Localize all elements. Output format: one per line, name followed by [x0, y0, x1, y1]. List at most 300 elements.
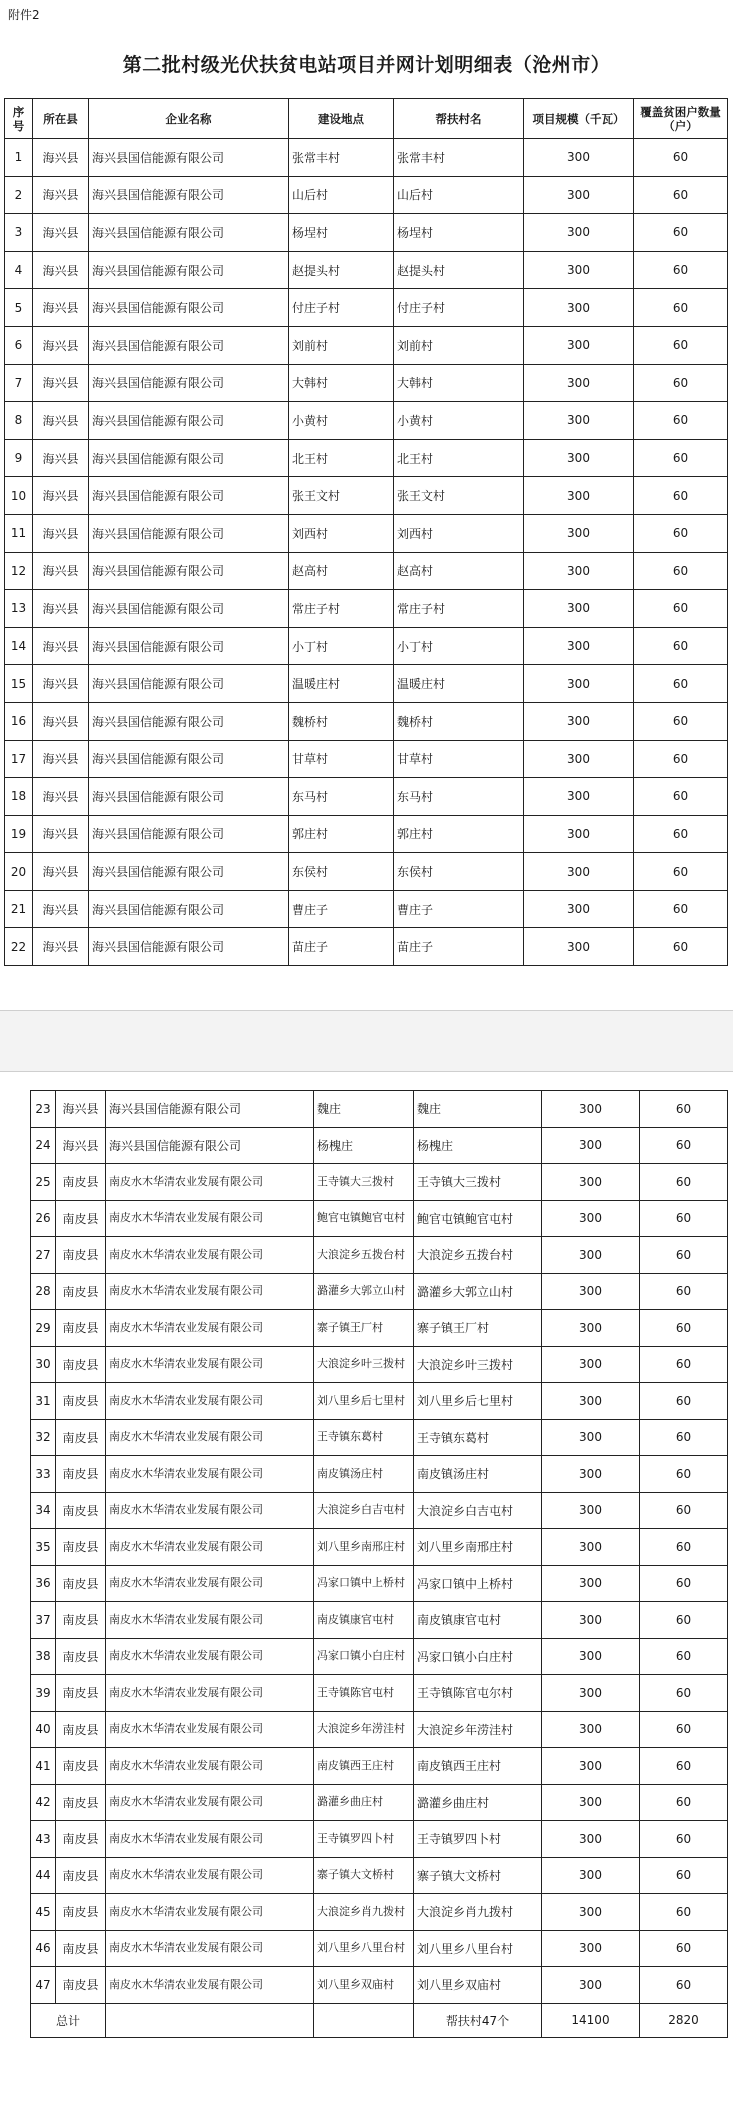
row-company: 海兴县国信能源有限公司 — [89, 439, 289, 477]
row-no: 32 — [31, 1419, 56, 1456]
header-no: 序号 — [5, 99, 33, 139]
row-company: 海兴县国信能源有限公司 — [89, 890, 289, 928]
row-village: 大浪淀乡白吉屯村 — [414, 1492, 542, 1529]
row-county: 南皮县 — [56, 1930, 106, 1967]
row-county: 海兴县 — [33, 439, 89, 477]
total-company-cell — [106, 2003, 314, 2037]
row-village: 南皮镇西王庄村 — [414, 1748, 542, 1785]
row-households: 60 — [634, 590, 728, 628]
row-no: 28 — [31, 1273, 56, 1310]
row-site: 大浪淀乡叶三拨村 — [314, 1346, 414, 1383]
row-site: 南皮镇西王庄村 — [314, 1748, 414, 1785]
row-county: 海兴县 — [33, 214, 89, 252]
row-site: 刘西村 — [289, 514, 394, 552]
row-village: 南皮镇康官屯村 — [414, 1602, 542, 1639]
row-company: 海兴县国信能源有限公司 — [89, 853, 289, 891]
row-scale: 300 — [524, 702, 634, 740]
row-company: 海兴县国信能源有限公司 — [89, 702, 289, 740]
row-county: 南皮县 — [56, 1200, 106, 1237]
row-households: 60 — [640, 1857, 728, 1894]
row-households: 60 — [634, 890, 728, 928]
row-site: 小丁村 — [289, 627, 394, 665]
row-company: 海兴县国信能源有限公司 — [89, 139, 289, 177]
row-county: 南皮县 — [56, 1237, 106, 1274]
row-households: 60 — [634, 928, 728, 966]
row-households: 60 — [640, 1237, 728, 1274]
row-company: 南皮水木华清农业发展有限公司 — [106, 1456, 314, 1493]
row-county: 南皮县 — [56, 1273, 106, 1310]
row-site: 曹庄子 — [289, 890, 394, 928]
row-no: 31 — [31, 1383, 56, 1420]
row-households: 60 — [634, 815, 728, 853]
row-company: 海兴县国信能源有限公司 — [89, 665, 289, 703]
header-site: 建设地点 — [289, 99, 394, 139]
row-village: 付庄子村 — [394, 289, 524, 327]
row-households: 60 — [634, 326, 728, 364]
row-no: 16 — [5, 702, 33, 740]
row-no: 10 — [5, 477, 33, 515]
table-row — [5, 402, 728, 440]
row-site: 小黄村 — [289, 402, 394, 440]
row-households: 60 — [634, 627, 728, 665]
table-row — [31, 1857, 728, 1894]
table-row — [5, 439, 728, 477]
row-county: 海兴县 — [33, 702, 89, 740]
row-households: 60 — [634, 251, 728, 289]
row-company: 南皮水木华清农业发展有限公司 — [106, 1784, 314, 1821]
table-row — [31, 1492, 728, 1529]
row-village: 曹庄子 — [394, 890, 524, 928]
row-county: 南皮县 — [56, 1894, 106, 1931]
row-village: 魏庄 — [414, 1091, 542, 1128]
row-scale: 300 — [524, 853, 634, 891]
row-company: 海兴县国信能源有限公司 — [89, 778, 289, 816]
row-households: 60 — [634, 214, 728, 252]
row-no: 42 — [31, 1784, 56, 1821]
table-row — [31, 1383, 728, 1420]
row-village: 潞灌乡曲庄村 — [414, 1784, 542, 1821]
row-scale: 300 — [542, 1967, 640, 2004]
row-county: 南皮县 — [56, 1748, 106, 1785]
row-village: 刘前村 — [394, 326, 524, 364]
row-scale: 300 — [542, 1565, 640, 1602]
row-no: 13 — [5, 590, 33, 628]
row-scale: 300 — [542, 1930, 640, 1967]
row-scale: 300 — [542, 1602, 640, 1639]
row-scale: 300 — [542, 1310, 640, 1347]
row-company: 海兴县国信能源有限公司 — [106, 1127, 314, 1164]
row-county: 南皮县 — [56, 1821, 106, 1858]
row-households: 60 — [640, 1675, 728, 1712]
row-site: 刘八里乡后七里村 — [314, 1383, 414, 1420]
table-row — [5, 176, 728, 214]
row-site: 苗庄子 — [289, 928, 394, 966]
row-company: 海兴县国信能源有限公司 — [89, 627, 289, 665]
row-company: 海兴县国信能源有限公司 — [89, 214, 289, 252]
table-row — [5, 665, 728, 703]
table-row — [5, 702, 728, 740]
table-row — [5, 326, 728, 364]
row-county: 南皮县 — [56, 1638, 106, 1675]
row-scale: 300 — [524, 364, 634, 402]
row-households: 60 — [640, 1638, 728, 1675]
row-scale: 300 — [542, 1711, 640, 1748]
table-row — [5, 627, 728, 665]
row-village: 东侯村 — [394, 853, 524, 891]
table-row — [31, 1675, 728, 1712]
row-no: 44 — [31, 1857, 56, 1894]
row-company: 海兴县国信能源有限公司 — [89, 176, 289, 214]
row-site: 东侯村 — [289, 853, 394, 891]
row-households: 60 — [634, 139, 728, 177]
row-village: 刘西村 — [394, 514, 524, 552]
row-site: 大浪淀乡肖九拨村 — [314, 1894, 414, 1931]
table-row — [5, 477, 728, 515]
row-village: 大浪淀乡年涝洼村 — [414, 1711, 542, 1748]
row-no: 36 — [31, 1565, 56, 1602]
table-row — [31, 1237, 728, 1274]
row-village: 小丁村 — [394, 627, 524, 665]
row-site: 刘前村 — [289, 326, 394, 364]
row-households: 60 — [634, 552, 728, 590]
row-village: 赵高村 — [394, 552, 524, 590]
row-site: 付庄子村 — [289, 289, 394, 327]
row-no: 9 — [5, 439, 33, 477]
row-households: 60 — [634, 176, 728, 214]
row-households: 60 — [640, 1602, 728, 1639]
row-households: 60 — [640, 1456, 728, 1493]
table-row — [5, 590, 728, 628]
row-households: 60 — [634, 665, 728, 703]
row-village: 刘八里乡南邢庄村 — [414, 1529, 542, 1566]
row-no: 24 — [31, 1127, 56, 1164]
row-village: 杨埕村 — [394, 214, 524, 252]
row-scale: 300 — [542, 1894, 640, 1931]
row-scale: 300 — [524, 214, 634, 252]
row-village: 王寺镇大三拨村 — [414, 1164, 542, 1201]
row-village: 大浪淀乡叶三拨村 — [414, 1346, 542, 1383]
table-row — [5, 890, 728, 928]
row-site: 潞灌乡大郭立山村 — [314, 1273, 414, 1310]
table-row — [5, 853, 728, 891]
table-row — [31, 1091, 728, 1128]
row-no: 14 — [5, 627, 33, 665]
row-county: 南皮县 — [56, 1711, 106, 1748]
row-scale: 300 — [542, 1748, 640, 1785]
header-county: 所在县 — [33, 99, 89, 139]
row-no: 19 — [5, 815, 33, 853]
row-scale: 300 — [524, 890, 634, 928]
row-no: 5 — [5, 289, 33, 327]
row-scale: 300 — [542, 1091, 640, 1128]
total-villages: 帮扶村47个 — [414, 2003, 542, 2037]
row-scale: 300 — [524, 251, 634, 289]
row-no: 40 — [31, 1711, 56, 1748]
row-county: 南皮县 — [56, 1419, 106, 1456]
row-county: 海兴县 — [33, 590, 89, 628]
row-households: 60 — [634, 740, 728, 778]
row-site: 山后村 — [289, 176, 394, 214]
row-county: 海兴县 — [33, 853, 89, 891]
table-row — [31, 1602, 728, 1639]
row-county: 海兴县 — [33, 289, 89, 327]
row-company: 南皮水木华清农业发展有限公司 — [106, 1638, 314, 1675]
row-county: 海兴县 — [33, 514, 89, 552]
row-site: 东马村 — [289, 778, 394, 816]
row-scale: 300 — [524, 477, 634, 515]
row-company: 海兴县国信能源有限公司 — [89, 251, 289, 289]
table-row — [31, 1894, 728, 1931]
row-scale: 300 — [524, 139, 634, 177]
row-scale: 300 — [524, 514, 634, 552]
row-site: 冯家口镇小白庄村 — [314, 1638, 414, 1675]
row-scale: 300 — [524, 627, 634, 665]
row-households: 60 — [640, 1711, 728, 1748]
row-county: 南皮县 — [56, 1164, 106, 1201]
row-households: 60 — [640, 1529, 728, 1566]
row-village: 寨子镇大文桥村 — [414, 1857, 542, 1894]
table-row — [5, 251, 728, 289]
document-title: 第二批村级光伏扶贫电站项目并网计划明细表（沧州市） — [122, 54, 611, 76]
row-site: 魏桥村 — [289, 702, 394, 740]
row-village: 冯家口镇小白庄村 — [414, 1638, 542, 1675]
row-households: 60 — [640, 1784, 728, 1821]
row-households: 60 — [640, 1310, 728, 1347]
row-no: 33 — [31, 1456, 56, 1493]
row-county: 海兴县 — [33, 778, 89, 816]
table-row — [31, 1930, 728, 1967]
row-scale: 300 — [542, 1383, 640, 1420]
row-county: 海兴县 — [33, 139, 89, 177]
table-row — [31, 1565, 728, 1602]
row-county: 南皮县 — [56, 1310, 106, 1347]
row-village: 温暖庄村 — [394, 665, 524, 703]
row-village: 潞灌乡大郭立山村 — [414, 1273, 542, 1310]
table-row — [31, 1529, 728, 1566]
row-households: 60 — [640, 1492, 728, 1529]
row-village: 常庄子村 — [394, 590, 524, 628]
row-company: 南皮水木华清农业发展有限公司 — [106, 1200, 314, 1237]
row-scale: 300 — [524, 815, 634, 853]
row-county: 海兴县 — [33, 477, 89, 515]
row-households: 60 — [634, 702, 728, 740]
row-village: 东马村 — [394, 778, 524, 816]
row-company: 海兴县国信能源有限公司 — [89, 815, 289, 853]
row-households: 60 — [640, 1164, 728, 1201]
row-households: 60 — [640, 1346, 728, 1383]
row-county: 海兴县 — [33, 176, 89, 214]
row-village: 大韩村 — [394, 364, 524, 402]
row-no: 18 — [5, 778, 33, 816]
row-county: 海兴县 — [33, 740, 89, 778]
row-households: 60 — [640, 1419, 728, 1456]
row-company: 南皮水木华清农业发展有限公司 — [106, 1310, 314, 1347]
row-no: 30 — [31, 1346, 56, 1383]
row-site: 南皮镇康官屯村 — [314, 1602, 414, 1639]
row-scale: 300 — [542, 1675, 640, 1712]
row-households: 60 — [640, 1748, 728, 1785]
row-scale: 300 — [542, 1857, 640, 1894]
row-village: 张王文村 — [394, 477, 524, 515]
table-row — [31, 1711, 728, 1748]
row-scale: 300 — [524, 928, 634, 966]
row-village: 赵提头村 — [394, 251, 524, 289]
total-label: 总计 — [31, 2003, 106, 2037]
row-site: 南皮镇汤庄村 — [314, 1456, 414, 1493]
row-company: 海兴县国信能源有限公司 — [89, 326, 289, 364]
table-row — [31, 1967, 728, 2004]
row-village: 刘八里乡八里台村 — [414, 1930, 542, 1967]
row-company: 海兴县国信能源有限公司 — [89, 402, 289, 440]
row-scale: 300 — [542, 1492, 640, 1529]
row-village: 冯家口镇中上桥村 — [414, 1565, 542, 1602]
row-village: 苗庄子 — [394, 928, 524, 966]
row-county: 南皮县 — [56, 1967, 106, 2004]
detail-table-part-1 — [4, 98, 728, 966]
row-no: 12 — [5, 552, 33, 590]
row-company: 南皮水木华清农业发展有限公司 — [106, 1273, 314, 1310]
row-no: 22 — [5, 928, 33, 966]
row-county: 海兴县 — [33, 402, 89, 440]
row-site: 温暖庄村 — [289, 665, 394, 703]
total-site-cell — [314, 2003, 414, 2037]
row-company: 南皮水木华清农业发展有限公司 — [106, 1602, 314, 1639]
row-village: 王寺镇东葛村 — [414, 1419, 542, 1456]
table-row — [5, 139, 728, 177]
row-no: 26 — [31, 1200, 56, 1237]
row-site: 王寺镇罗四卜村 — [314, 1821, 414, 1858]
row-scale: 300 — [542, 1346, 640, 1383]
table-row — [31, 1821, 728, 1858]
row-scale: 300 — [542, 1273, 640, 1310]
row-households: 60 — [634, 778, 728, 816]
row-company: 南皮水木华清农业发展有限公司 — [106, 1857, 314, 1894]
row-scale: 300 — [542, 1529, 640, 1566]
row-scale: 300 — [542, 1821, 640, 1858]
row-households: 60 — [640, 1565, 728, 1602]
row-county: 南皮县 — [56, 1675, 106, 1712]
row-no: 38 — [31, 1638, 56, 1675]
row-village: 刘八里乡双庙村 — [414, 1967, 542, 2004]
header-scale: 项目规模（千瓦） — [524, 99, 634, 139]
row-site: 赵高村 — [289, 552, 394, 590]
row-site: 大浪淀乡白吉屯村 — [314, 1492, 414, 1529]
row-no: 34 — [31, 1492, 56, 1529]
table-row — [31, 1164, 728, 1201]
row-scale: 300 — [524, 552, 634, 590]
table-row — [5, 214, 728, 252]
row-company: 南皮水木华清农业发展有限公司 — [106, 1346, 314, 1383]
row-site: 大韩村 — [289, 364, 394, 402]
row-no: 37 — [31, 1602, 56, 1639]
row-site: 杨槐庄 — [314, 1127, 414, 1164]
row-village: 寨子镇王厂村 — [414, 1310, 542, 1347]
row-company: 南皮水木华清农业发展有限公司 — [106, 1748, 314, 1785]
table-row — [31, 1346, 728, 1383]
row-county: 南皮县 — [56, 1784, 106, 1821]
header-households: 覆盖贫困户数量（户） — [634, 99, 728, 139]
row-households: 60 — [634, 402, 728, 440]
row-site: 寨子镇王厂村 — [314, 1310, 414, 1347]
row-no: 1 — [5, 139, 33, 177]
row-site: 常庄子村 — [289, 590, 394, 628]
row-company: 南皮水木华清农业发展有限公司 — [106, 1894, 314, 1931]
row-company: 海兴县国信能源有限公司 — [89, 928, 289, 966]
row-company: 南皮水木华清农业发展有限公司 — [106, 1675, 314, 1712]
row-scale: 300 — [524, 289, 634, 327]
row-county: 海兴县 — [56, 1091, 106, 1128]
table-row — [5, 364, 728, 402]
row-village: 北王村 — [394, 439, 524, 477]
row-households: 60 — [640, 1127, 728, 1164]
row-village: 南皮镇汤庄村 — [414, 1456, 542, 1493]
row-households: 60 — [640, 1821, 728, 1858]
row-county: 南皮县 — [56, 1857, 106, 1894]
row-scale: 300 — [542, 1784, 640, 1821]
row-households: 60 — [640, 1930, 728, 1967]
row-county: 南皮县 — [56, 1529, 106, 1566]
row-households: 60 — [634, 439, 728, 477]
row-village: 刘八里乡后七里村 — [414, 1383, 542, 1420]
row-site: 潞灌乡曲庄村 — [314, 1784, 414, 1821]
row-company: 南皮水木华清农业发展有限公司 — [106, 1237, 314, 1274]
header-company: 企业名称 — [89, 99, 289, 139]
table-header-row — [5, 99, 728, 139]
row-county: 南皮县 — [56, 1383, 106, 1420]
row-no: 6 — [5, 326, 33, 364]
row-site: 刘八里乡双庙村 — [314, 1967, 414, 2004]
row-no: 41 — [31, 1748, 56, 1785]
row-site: 王寺镇陈官屯村 — [314, 1675, 414, 1712]
row-village: 郭庄村 — [394, 815, 524, 853]
table-row — [5, 778, 728, 816]
table-row — [31, 1273, 728, 1310]
row-no: 7 — [5, 364, 33, 402]
row-site: 甘草村 — [289, 740, 394, 778]
row-county: 海兴县 — [33, 815, 89, 853]
row-company: 海兴县国信能源有限公司 — [89, 514, 289, 552]
row-scale: 300 — [524, 665, 634, 703]
row-site: 刘八里乡南邢庄村 — [314, 1529, 414, 1566]
total-row — [31, 2003, 728, 2037]
row-scale: 300 — [542, 1237, 640, 1274]
row-county: 海兴县 — [33, 627, 89, 665]
row-households: 60 — [634, 364, 728, 402]
row-no: 46 — [31, 1930, 56, 1967]
row-company: 南皮水木华清农业发展有限公司 — [106, 1967, 314, 2004]
row-site: 赵提头村 — [289, 251, 394, 289]
row-households: 60 — [634, 853, 728, 891]
row-company: 海兴县国信能源有限公司 — [89, 552, 289, 590]
row-scale: 300 — [524, 439, 634, 477]
row-county: 海兴县 — [33, 928, 89, 966]
row-no: 4 — [5, 251, 33, 289]
row-company: 南皮水木华清农业发展有限公司 — [106, 1383, 314, 1420]
row-village: 魏桥村 — [394, 702, 524, 740]
row-site: 刘八里乡八里台村 — [314, 1930, 414, 1967]
row-no: 15 — [5, 665, 33, 703]
table-row — [5, 815, 728, 853]
table-row — [31, 1638, 728, 1675]
row-village: 大浪淀乡肖九拨村 — [414, 1894, 542, 1931]
row-village: 杨槐庄 — [414, 1127, 542, 1164]
row-scale: 300 — [542, 1638, 640, 1675]
table-row — [31, 1310, 728, 1347]
row-scale: 300 — [524, 590, 634, 628]
row-no: 17 — [5, 740, 33, 778]
row-county: 南皮县 — [56, 1346, 106, 1383]
row-no: 2 — [5, 176, 33, 214]
